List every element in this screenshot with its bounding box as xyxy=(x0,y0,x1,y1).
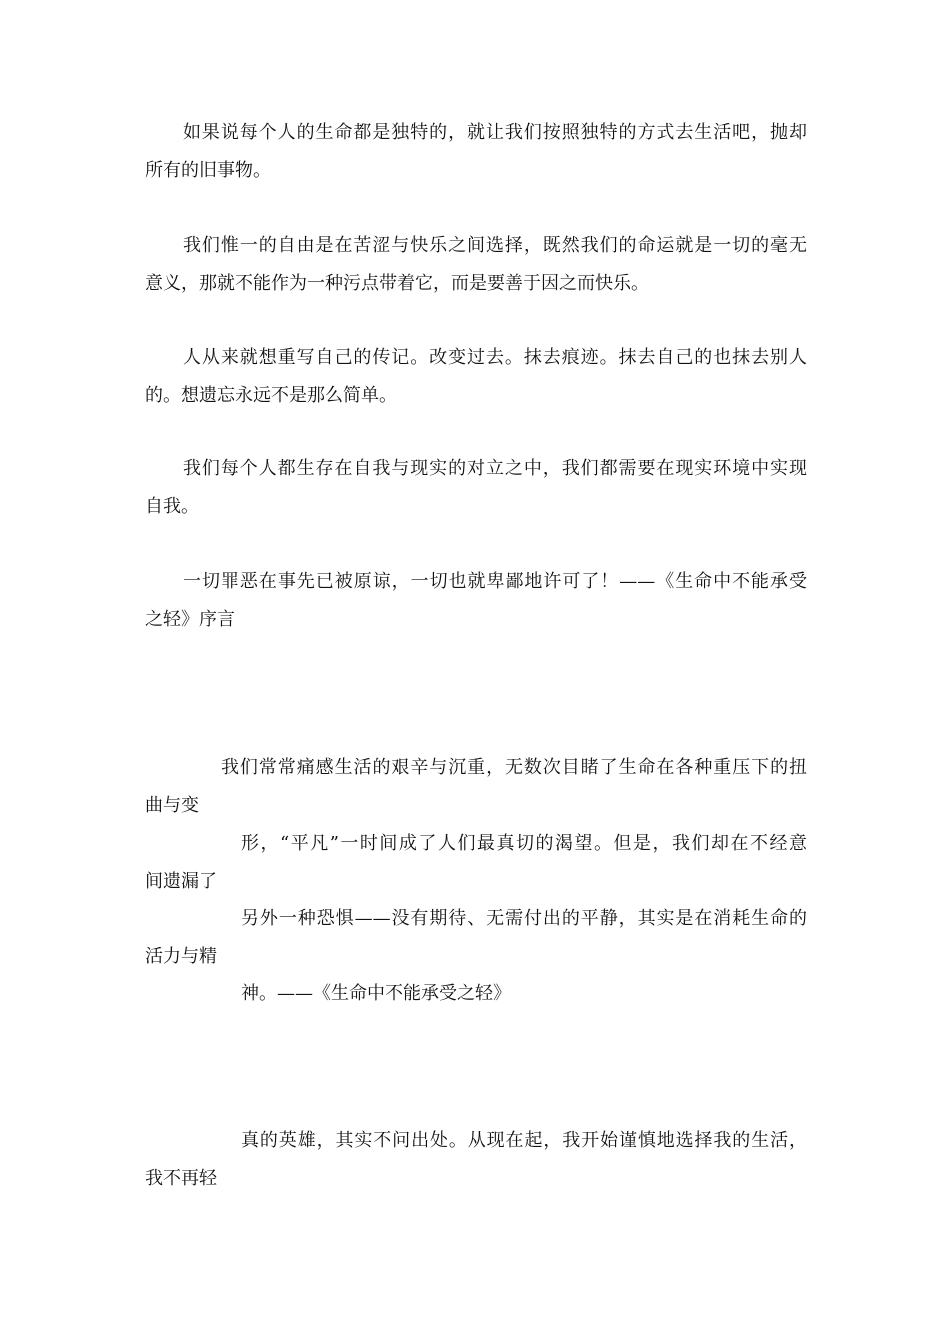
paragraph-line: 神。——《生命中不能承受之轻》 xyxy=(241,983,511,1004)
paragraph-line: 真的英雄，其实不问出处。从现在起，我开始谨慎地选择我的生活， xyxy=(241,1130,807,1151)
paragraph-line: 活力与精 xyxy=(145,946,217,967)
paragraph-line: 意义，那就不能作为一种污点带着它，而是要善于因之而快乐。 xyxy=(145,273,649,294)
paragraph-line: 曲与变 xyxy=(145,795,199,816)
paragraph-line: 如果说每个人的生命都是独特的，就让我们按照独特的方式去生活吧，抛却 xyxy=(183,122,807,143)
paragraph-line: 我们惟一的自由是在苦涩与快乐之间选择，既然我们的命运就是一切的毫无 xyxy=(183,235,807,256)
paragraph-line: 所有的旧事物。 xyxy=(145,160,271,181)
paragraph-line: 间遗漏了 xyxy=(145,871,217,892)
paragraph-line: 我不再轻 xyxy=(145,1168,217,1189)
paragraph-line: 之轻》序言 xyxy=(145,609,235,630)
paragraph-line: 自我。 xyxy=(145,496,199,517)
paragraph-line: 形，“平凡”一时间成了人们最真切的渴望。但是，我们却在不经意 xyxy=(241,833,807,854)
paragraph-line: 的。想遗忘永远不是那么简单。 xyxy=(145,385,397,406)
paragraph-line: 人从来就想重写自己的传记。改变过去。抹去痕迹。抹去自己的也抹去别人 xyxy=(183,347,807,368)
paragraph-line: 我们每个人都生存在自我与现实的对立之中，我们都需要在现实环境中实现 xyxy=(183,458,807,479)
paragraph-line: 我们常常痛感生活的艰辛与沉重，无数次目睹了生命在各种重压下的扭 xyxy=(221,757,807,778)
paragraph-line: 另外一种恐惧——没有期待、无需付出的平静，其实是在消耗生命的 xyxy=(241,908,807,929)
paragraph-line: 一切罪恶在事先已被原谅，一切也就卑鄙地许可了！——《生命中不能承受 xyxy=(183,571,807,592)
